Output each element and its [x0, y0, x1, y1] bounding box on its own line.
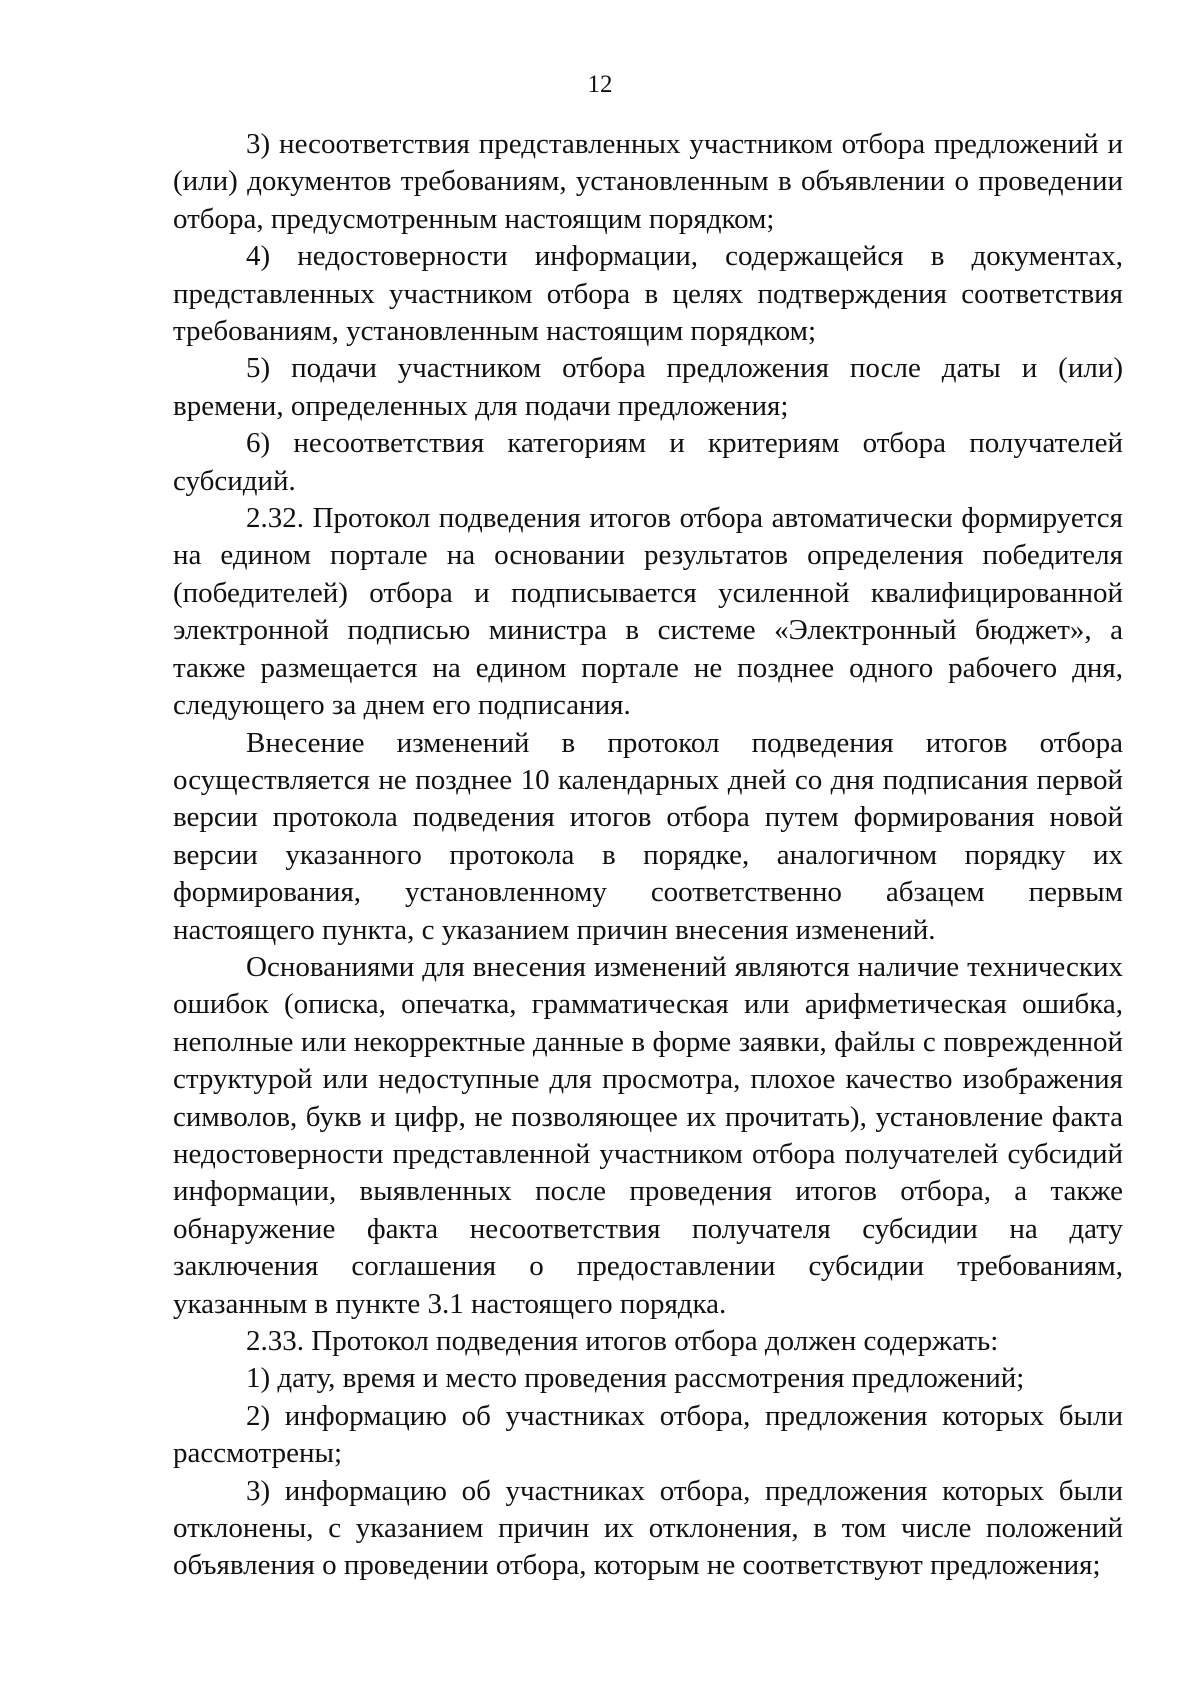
paragraph-item-4: 4) недостоверности информации, содержащейся в документах, представленных участником отбора в целях подтверждения соответствия требованиям, установленным настоящим порядком; [173, 240, 1123, 348]
page-number: 12 [587, 71, 613, 98]
document-body [173, 126, 1123, 1585]
paragraph-clause-2-32: 2.32. Протокол подведения итогов отбора автоматически формируется на едином портале на основании результатов определения победителя (победителей) отбора и подписывается усиленной квалифицированной электронной подписью министра в системе «Электронный бюджет», а также размещается на едином портале не позднее одного рабочего дня, следующего за днем его подписания. [173, 502, 1123, 722]
paragraph-content-item-1: 1) дату, время и место проведения рассмотрения предложений; [246, 1362, 1025, 1395]
paragraph-item-5: 5) подачи участником отбора предложения после даты и (или) времени, определенных для подачи предложения; [173, 352, 1123, 422]
paragraph-clause-2-33: 2.33. Протокол подведения итогов отбора должен содержать: [246, 1325, 999, 1357]
paragraph-amendments: Внесение изменений в протокол подведения итогов отбора осуществляется не позднее 10 календарных дней со дня подписания первой версии протокола подведения итогов отбора путем формирования новой версии указанного протокола в порядке, аналогичном порядку их формирования, установленному соответственно абзацем первым настоящего пункта, с указанием причин внесения изменений. [173, 726, 1123, 946]
paragraph-content-item-3: 3) информацию об участниках отбора, предложения которых были отклонены, с указанием причин их отклонения, в том числе положений объявления о проведении отбора, которым не соответствуют предложения; [173, 1474, 1123, 1582]
paragraph-item-3: 3) несоответствия представленных участником отбора предложений и (или) документов требованиям, установленным в объявлении о проведении отбора, предусмотренным настоящим порядком; [173, 128, 1123, 235]
paragraph-content-item-2: 2) информацию об участниках отбора, предложения которых были рассмотрены; [173, 1399, 1123, 1470]
paragraph-item-6: 6) несоответствия категориям и критериям отбора получателей субсидий. [173, 427, 1123, 497]
paragraph-amendment-grounds: Основаниями для внесения изменений являются наличие технических ошибок (описка, опечатка, грамматическая или арифметическая ошибка, неполные или некорректные данные в форме заявки, файлы с поврежденной структурой или недоступные для просмотра, плохое качество изображения символов, букв и цифр, не позволяющее их прочитать), установление факта недостоверности представленной участником отбора получателей субсидий информации, выявленных после проведения итогов отбора, а также обнаружение факта несоответствия получателя субсидии на дату заключения соглашения о предоставлении субсидии требованиям, указанным в пункте 3.1 настоящего порядка. [173, 950, 1123, 1320]
